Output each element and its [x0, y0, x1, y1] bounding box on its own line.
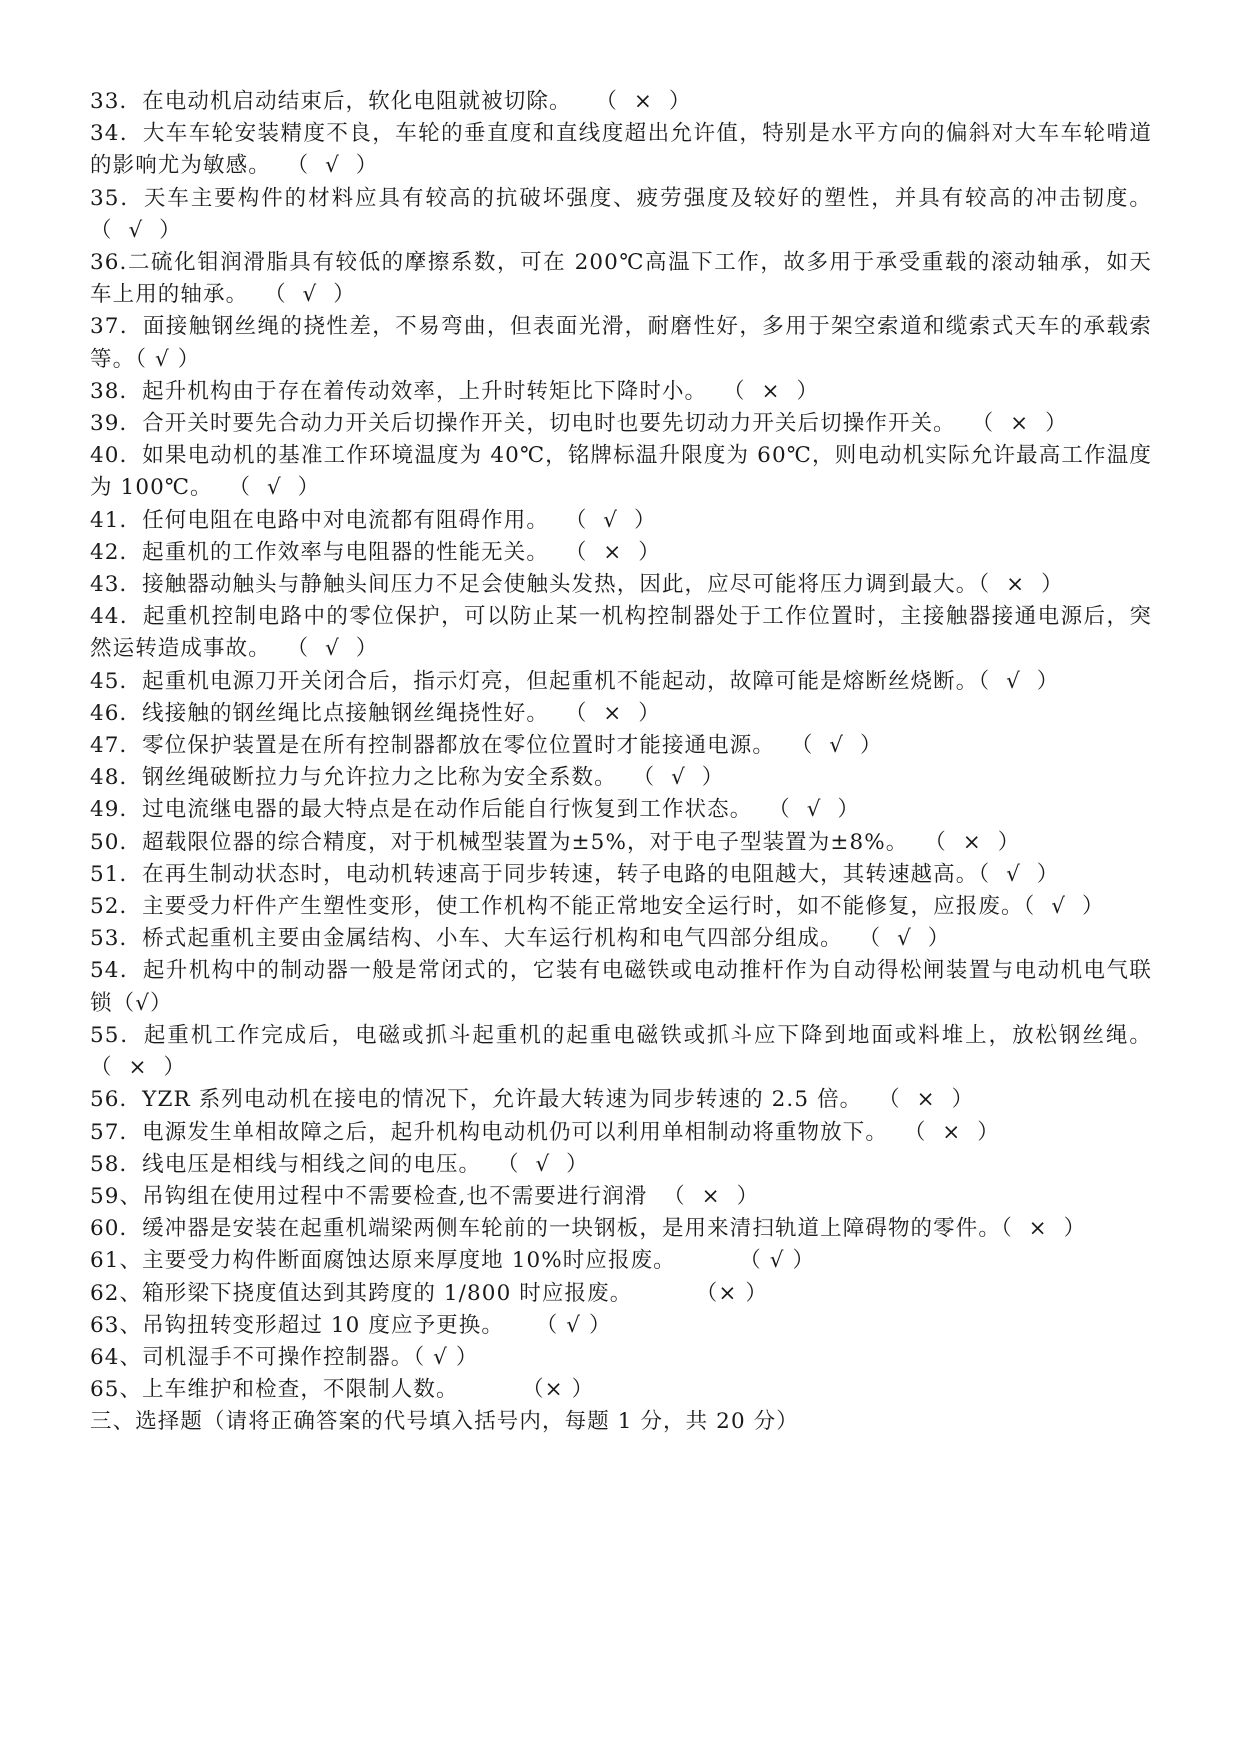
question-47: 47．零位保护装置是在所有控制器都放在零位位置时才能接通电源。 （ √ ） — [90, 733, 883, 759]
question-61: 61、主要受力构件断面腐蚀达原来厚度地 10%时应报废。 （ √ ） — [90, 1248, 816, 1274]
question-44: 44．起重机控制电路中的零位保护，可以防止某一机构控制器处于工作位置时，主接触器接通电源后，突然运转造成事故。 （ √ ） — [90, 604, 1152, 662]
question-39: 39．合开关时要先合动力开关后切操作开关，切电时也要先切动力开关后切操作开关。 （ × ） — [90, 411, 1068, 437]
question-60: 60．缓冲器是安装在起重机端梁两侧车轮前的一块钢板，是用来清扫轨道上障碍物的零件。（ × ） — [90, 1216, 1087, 1242]
question-51: 51．在再生制动状态时，电动机转速高于同步转速，转子电路的电阻越大，其转速越高。（ √ ） — [90, 861, 1060, 887]
document-page — [90, 86, 1168, 1439]
question-40: 40．如果电动机的基准工作环境温度为 40℃，铭牌标温升限度为 60℃，则电动机实际允许最高工作温度为 100℃。 （ √ ） — [90, 443, 1152, 501]
question-38: 38．起升机构由于存在着传动效率，上升时转矩比下降时小。 （ × ） — [90, 378, 820, 404]
question-42: 42．起重机的工作效率与电阻器的性能无关。 （ × ） — [90, 539, 661, 565]
question-34: 34．大车车轮安装精度不良，车轮的垂直度和直线度超出允许值，特别是水平方向的偏斜对大车车轮啃道的影响尤为敏感。 （ √ ） — [90, 121, 1152, 179]
question-49: 49．过电流继电器的最大特点是在动作后能自行恢复到工作状态。 （ √ ） — [90, 797, 860, 823]
question-50: 50．超载限位器的综合精度，对于机械型装置为±5%，对于电子型装置为±8%。 （ × ） — [90, 829, 1021, 855]
question-59: 59、吊钩组在使用过程中不需要检查,也不需要进行润滑 （ × ） — [90, 1183, 760, 1209]
question-35: 35．天车主要构件的材料应具有较高的抗破坏强度、疲劳强度及较好的塑性，并具有较高的冲击韧度。 （ √ ） — [90, 185, 1168, 243]
question-43: 43．接触器动触头与静触头间压力不足会使触头发热，因此，应尽可能将压力调到最大。（ × ） — [90, 572, 1064, 598]
question-41: 41．任何电阻在电路中对电流都有阻碍作用。 （ √ ） — [90, 507, 657, 533]
question-58: 58．线电压是相线与相线之间的电压。 （ √ ） — [90, 1151, 589, 1177]
question-52: 52．主要受力杆件产生塑性变形，使工作机构不能正常地安全运行时，如不能修复，应报废。（ √ ） — [90, 894, 1105, 920]
question-48: 48．钢丝绳破断拉力与允许拉力之比称为安全系数。 （ √ ） — [90, 765, 725, 791]
question-63: 63、吊钩扭转变形超过 10 度应予更换。 （ √ ） — [90, 1312, 612, 1338]
question-36: 36.二硫化钼润滑脂具有较低的摩擦系数，可在 200℃高温下工作，故多用于承受重载的滚动轴承，如天车上用的轴承。 （ √ ） — [90, 250, 1152, 308]
question-65: 65、上车维护和检查，不限制人数。 （× ） — [90, 1377, 595, 1403]
question-46: 46．线接触的钢丝绳比点接触钢丝绳挠性好。 （ × ） — [90, 700, 661, 726]
question-53: 53．桥式起重机主要由金属结构、小车、大车运行机构和电气四部分组成。 （ √ ） — [90, 926, 951, 952]
question-56: 56．YZR 系列电动机在接电的情况下，允许最大转速为同步转速的 2.5 倍。 （ × ） — [90, 1087, 975, 1113]
question-37: 37．面接触钢丝绳的挠性差，不易弯曲，但表面光滑，耐磨性好，多用于架空索道和缆索式天车的承载索等。（ √ ） — [90, 314, 1152, 372]
section-heading: 三、选择题（请将正确答案的代号填入括号内，每题 1 分，共 20 分） — [90, 1409, 799, 1435]
question-33: 33．在电动机启动结束后，软化电阻就被切除。 （ × ） — [90, 89, 692, 114]
question-45: 45．起重机电源刀开关闭合后，指示灯亮，但起重机不能起动，故障可能是熔断丝烧断。（ √ ） — [90, 668, 1060, 694]
question-57: 57．电源发生单相故障之后，起升机构电动机仍可以利用单相制动将重物放下。 （ × ） — [90, 1119, 1000, 1145]
question-55: 55．起重机工作完成后，电磁或抓斗起重机的起重电磁铁或抓斗应下降到地面或料堆上，放松钢丝绳。 （ × ） — [90, 1022, 1168, 1081]
question-64: 64、司机湿手不可操作控制器。（ √ ） — [90, 1344, 479, 1370]
question-54: 54．起升机构中的制动器一般是常闭式的，它装有电磁铁或电动推杆作为自动得松闸装置与电动机电气联锁（√） — [90, 958, 1152, 1016]
question-62: 62、箱形梁下挠度值达到其跨度的 1/800 时应报废。 （× ） — [90, 1280, 769, 1306]
